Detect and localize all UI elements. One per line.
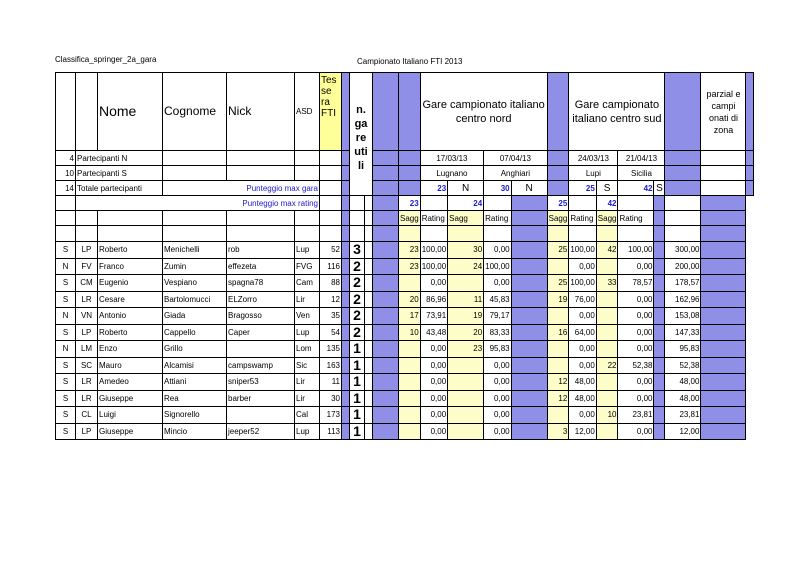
cell-g2s <box>448 390 484 407</box>
header-row <box>56 73 754 151</box>
cell-reg: LR <box>76 390 98 407</box>
cell-tess: 54 <box>320 324 342 341</box>
table-row <box>56 291 754 308</box>
cell-nick: Caper <box>227 324 295 341</box>
cell-nome: Luigi <box>98 407 163 424</box>
table-row <box>56 357 754 374</box>
cell-asd: Lir <box>295 374 320 391</box>
cell-cognome: Mincio <box>163 423 227 440</box>
cell-g4r: 0,00 <box>618 423 654 440</box>
championship-title: Campionato Italiano FTI 2013 <box>357 57 463 66</box>
cell-zone: S <box>56 357 76 374</box>
cell-g1s: 23 <box>399 258 421 275</box>
place-2: Anghiari <box>484 166 547 181</box>
cell-tot: 48,00 <box>665 374 701 391</box>
cell-nome: Giuseppe <box>98 423 163 440</box>
summary-row-s: 10 Partecipanti S Lugnano Anghiari Lupi Sicilia <box>56 166 754 181</box>
cell-g4r: 0,00 <box>618 291 654 308</box>
cell-tot: 200,00 <box>665 258 701 275</box>
cell-cognome: Attiani <box>163 374 227 391</box>
cell-g2s <box>448 357 484 374</box>
cell-asd: Lir <box>295 390 320 407</box>
cell-g4r: 0,00 <box>618 258 654 275</box>
table-row <box>56 324 754 341</box>
cell-g2r: 0,00 <box>484 390 511 407</box>
cell-gare: 2 <box>350 324 365 341</box>
cell-g1s <box>399 275 421 292</box>
cell-asd: Cam <box>295 275 320 292</box>
cell-tot: 48,00 <box>665 390 701 407</box>
cell-g2r: 83,33 <box>484 324 511 341</box>
cell-g4s <box>596 308 618 325</box>
table-row <box>56 407 754 424</box>
cell-tess: 135 <box>320 341 342 358</box>
cell-tot: 162,96 <box>665 291 701 308</box>
cell-asd: FVG <box>295 258 320 275</box>
cell-g2r: 0,00 <box>484 374 511 391</box>
cell-g1r: 100,00 <box>420 258 447 275</box>
cell-g1s: 20 <box>399 291 421 308</box>
col-nick: Nick <box>227 73 295 151</box>
cell-g3s <box>547 308 569 325</box>
cell-g1r: 0,00 <box>420 390 447 407</box>
cell-reg: LR <box>76 374 98 391</box>
date-3: 24/03/13 <box>569 151 618 166</box>
cell-reg: CM <box>76 275 98 292</box>
cell-g1r: 0,00 <box>420 341 447 358</box>
cell-gare: 1 <box>350 341 365 358</box>
cell-tot: 95,83 <box>665 341 701 358</box>
place-4: Sicilia <box>618 166 665 181</box>
table-row <box>56 390 754 407</box>
max-rating-row: Punteggio max rating 23 24 25 42 <box>56 196 754 211</box>
subheader-row: Sagg Rating Sagg Rating Sagg Rating Sagg Rating <box>56 211 754 226</box>
cell-g1s <box>399 341 421 358</box>
cell-reg: CL <box>76 407 98 424</box>
cell-g4r: 0,00 <box>618 390 654 407</box>
cell-g2r: 0,00 <box>484 407 511 424</box>
cell-g4r: 0,00 <box>618 374 654 391</box>
cell-g3s: 3 <box>547 423 569 440</box>
cell-nome: Roberto <box>98 324 163 341</box>
cell-zone: N <box>56 308 76 325</box>
cell-tess: 12 <box>320 291 342 308</box>
cell-asd: Lup <box>295 242 320 259</box>
cell-nome: Giuseppe <box>98 390 163 407</box>
cell-g2r: 0,00 <box>484 423 511 440</box>
cell-reg: FV <box>76 258 98 275</box>
south-title: Gare campionato italiano centro sud <box>569 73 665 151</box>
cell-reg: LP <box>76 324 98 341</box>
cell-cognome: Bartolomucci <box>163 291 227 308</box>
cell-nome: Roberto <box>98 242 163 259</box>
cell-g2s: 19 <box>448 308 484 325</box>
table-row <box>56 242 754 259</box>
cell-g3r: 48,00 <box>569 374 596 391</box>
cell-zone: S <box>56 374 76 391</box>
cell-g3r: 0,00 <box>569 357 596 374</box>
cell-g1s <box>399 423 421 440</box>
cell-gare: 2 <box>350 275 365 292</box>
cell-g4s <box>596 374 618 391</box>
cell-gare: 1 <box>350 390 365 407</box>
cell-g4r: 78,57 <box>618 275 654 292</box>
place-1: Lugnano <box>420 166 483 181</box>
col-cognome: Cognome <box>163 73 227 151</box>
cell-g3s: 19 <box>547 291 569 308</box>
cell-g4s: 42 <box>596 242 618 259</box>
cell-g1r: 0,00 <box>420 423 447 440</box>
cell-tot: 153,08 <box>665 308 701 325</box>
cell-reg: VN <box>76 308 98 325</box>
spacer-row <box>56 226 754 242</box>
place-3: Lupi <box>569 166 618 181</box>
cell-g3r: 100,00 <box>569 275 596 292</box>
cell-asd: Lup <box>295 423 320 440</box>
cell-g4s <box>596 390 618 407</box>
ranking-table <box>55 72 754 440</box>
cell-zone: N <box>56 341 76 358</box>
cell-gare: 1 <box>350 374 365 391</box>
table-row <box>56 341 754 358</box>
cell-tot: 178,57 <box>665 275 701 292</box>
col-nome: Nome <box>98 73 163 151</box>
cell-g2r: 0,00 <box>484 275 511 292</box>
cell-gare: 2 <box>350 291 365 308</box>
cell-g1s: 17 <box>399 308 421 325</box>
cell-g3r: 100,00 <box>569 242 596 259</box>
cell-cognome: Zumin <box>163 258 227 275</box>
cell-cognome: Rea <box>163 390 227 407</box>
cell-g2s: 23 <box>448 341 484 358</box>
table-row <box>56 258 754 275</box>
cell-g3s <box>547 357 569 374</box>
cell-g4r: 0,00 <box>618 308 654 325</box>
date-2: 07/04/13 <box>484 151 547 166</box>
cell-g4s: 33 <box>596 275 618 292</box>
cell-g4r: 100,00 <box>618 242 654 259</box>
cell-gare: 2 <box>350 308 365 325</box>
cell-g2r: 0,00 <box>484 242 511 259</box>
cell-g3r: 48,00 <box>569 390 596 407</box>
cell-nick <box>227 407 295 424</box>
cell-zone: S <box>56 390 76 407</box>
cell-g3s: 12 <box>547 374 569 391</box>
cell-tess: 116 <box>320 258 342 275</box>
date-4: 21/04/13 <box>618 151 665 166</box>
cell-g4s <box>596 258 618 275</box>
cell-g1r: 100,00 <box>420 242 447 259</box>
cell-nome: Amedeo <box>98 374 163 391</box>
cell-zone: S <box>56 242 76 259</box>
cell-cognome: Cappello <box>163 324 227 341</box>
cell-g3s: 16 <box>547 324 569 341</box>
cell-nome: Eugenio <box>98 275 163 292</box>
cell-nick: effezeta <box>227 258 295 275</box>
cell-tot: 147,33 <box>665 324 701 341</box>
col-parziale: parzial e campi onati di zona <box>701 73 746 151</box>
cell-nick <box>227 341 295 358</box>
col-n-gare: n. ga re uti li <box>350 73 373 196</box>
cell-g2r: 45,83 <box>484 291 511 308</box>
cell-g2r: 100,00 <box>484 258 511 275</box>
cell-g2s: 11 <box>448 291 484 308</box>
cell-g3r: 0,00 <box>569 258 596 275</box>
cell-g3s: 25 <box>547 275 569 292</box>
cell-zone: S <box>56 423 76 440</box>
cell-zone: N <box>56 258 76 275</box>
cell-g3r: 12,00 <box>569 423 596 440</box>
col-asd: ASD <box>295 73 320 151</box>
cell-g3s: 25 <box>547 242 569 259</box>
cell-g4s <box>596 341 618 358</box>
cell-g1r: 0,00 <box>420 407 447 424</box>
cell-reg: SC <box>76 357 98 374</box>
cell-gare: 1 <box>350 407 365 424</box>
cell-nome: Mauro <box>98 357 163 374</box>
cell-zone: S <box>56 407 76 424</box>
cell-g2s <box>448 275 484 292</box>
cell-g2r: 0,00 <box>484 357 511 374</box>
cell-tess: 113 <box>320 423 342 440</box>
cell-cognome: Alcamisi <box>163 357 227 374</box>
table-row <box>56 423 754 440</box>
cell-g3r: 0,00 <box>569 308 596 325</box>
cell-tess: 35 <box>320 308 342 325</box>
cell-g3s: 12 <box>547 390 569 407</box>
cell-nick: barber <box>227 390 295 407</box>
cell-nome: Enzo <box>98 341 163 358</box>
cell-nick: campswamp <box>227 357 295 374</box>
north-title: Gare campionato italiano centro nord <box>420 73 547 151</box>
cell-g2s <box>448 374 484 391</box>
cell-g1r: 0,00 <box>420 374 447 391</box>
cell-asd: Cal <box>295 407 320 424</box>
cell-cognome: Signorello <box>163 407 227 424</box>
cell-gare: 3 <box>350 242 365 259</box>
cell-g2s: 20 <box>448 324 484 341</box>
cell-g4r: 0,00 <box>618 324 654 341</box>
cell-cognome: Giada <box>163 308 227 325</box>
cell-g2s <box>448 423 484 440</box>
cell-g3s <box>547 341 569 358</box>
cell-g3r: 0,00 <box>569 407 596 424</box>
cell-cognome: Grillo <box>163 341 227 358</box>
cell-g4r: 52,38 <box>618 357 654 374</box>
cell-nick: sniper53 <box>227 374 295 391</box>
cell-g1r: 0,00 <box>420 275 447 292</box>
cell-zone: S <box>56 324 76 341</box>
cell-g4s: 10 <box>596 407 618 424</box>
cell-asd: Sic <box>295 357 320 374</box>
cell-zone: S <box>56 291 76 308</box>
cell-g4s: 22 <box>596 357 618 374</box>
cell-tess: 163 <box>320 357 342 374</box>
cell-gare: 1 <box>350 357 365 374</box>
cell-g1s <box>399 357 421 374</box>
cell-g3s <box>547 407 569 424</box>
cell-g1r: 73,91 <box>420 308 447 325</box>
cell-g3r: 64,00 <box>569 324 596 341</box>
cell-tess: 88 <box>320 275 342 292</box>
col-tessera: Tes se ra FTI <box>320 73 342 151</box>
cell-nick: jeeper52 <box>227 423 295 440</box>
cell-g1s: 10 <box>399 324 421 341</box>
cell-tess: 11 <box>320 374 342 391</box>
cell-nome: Antonio <box>98 308 163 325</box>
cell-g4s <box>596 291 618 308</box>
cell-tot: 23,81 <box>665 407 701 424</box>
cell-cognome: Menichelli <box>163 242 227 259</box>
cell-tot: 52,38 <box>665 357 701 374</box>
cell-g4s <box>596 423 618 440</box>
cell-g3r: 0,00 <box>569 341 596 358</box>
cell-reg: LP <box>76 242 98 259</box>
cell-g2s: 30 <box>448 242 484 259</box>
cell-tess: 173 <box>320 407 342 424</box>
cell-g1s <box>399 390 421 407</box>
cell-nome: Franco <box>98 258 163 275</box>
cell-asd: Lup <box>295 324 320 341</box>
cell-g3r: 76,00 <box>569 291 596 308</box>
table-row <box>56 308 754 325</box>
cell-asd: Ven <box>295 308 320 325</box>
cell-g3s <box>547 258 569 275</box>
cell-nick: rob <box>227 242 295 259</box>
cell-g2s <box>448 407 484 424</box>
table-row <box>56 275 754 292</box>
cell-g2r: 95,83 <box>484 341 511 358</box>
cell-g1r: 86,96 <box>420 291 447 308</box>
cell-zone: S <box>56 275 76 292</box>
cell-gare: 1 <box>350 423 365 440</box>
cell-g4r: 0,00 <box>618 341 654 358</box>
cell-reg: LR <box>76 291 98 308</box>
cell-g4s <box>596 324 618 341</box>
cell-tot: 300,00 <box>665 242 701 259</box>
cell-asd: Lom <box>295 341 320 358</box>
table-row <box>56 374 754 391</box>
cell-tot: 12,00 <box>665 423 701 440</box>
summary-row-n: 4 Partecipanti N 17/03/13 07/04/13 24/03/13 21/04/13 <box>56 151 754 166</box>
cell-g1s <box>399 407 421 424</box>
cell-nick: Bragosso <box>227 308 295 325</box>
cell-nome: Cesare <box>98 291 163 308</box>
cell-tess: 52 <box>320 242 342 259</box>
cell-g1s <box>399 374 421 391</box>
cell-g1r: 43,48 <box>420 324 447 341</box>
cell-cognome: Vespiano <box>163 275 227 292</box>
date-1: 17/03/13 <box>420 151 483 166</box>
cell-g1r: 0,00 <box>420 357 447 374</box>
cell-reg: LM <box>76 341 98 358</box>
cell-gare: 2 <box>350 258 365 275</box>
cell-g1s: 23 <box>399 242 421 259</box>
cell-g2s: 24 <box>448 258 484 275</box>
cell-g4r: 23,81 <box>618 407 654 424</box>
cell-reg: LP <box>76 423 98 440</box>
cell-nick: ELZorro <box>227 291 295 308</box>
cell-g2r: 79,17 <box>484 308 511 325</box>
cell-tess: 30 <box>320 390 342 407</box>
cell-nick: spagna78 <box>227 275 295 292</box>
cell-asd: Lir <box>295 291 320 308</box>
summary-row-tot: 14 Totale partecipanti Punteggio max gara 23 N 30 N 25 S 42 S <box>56 181 754 196</box>
file-title: Classifica_springer_2a_gara <box>55 55 157 64</box>
